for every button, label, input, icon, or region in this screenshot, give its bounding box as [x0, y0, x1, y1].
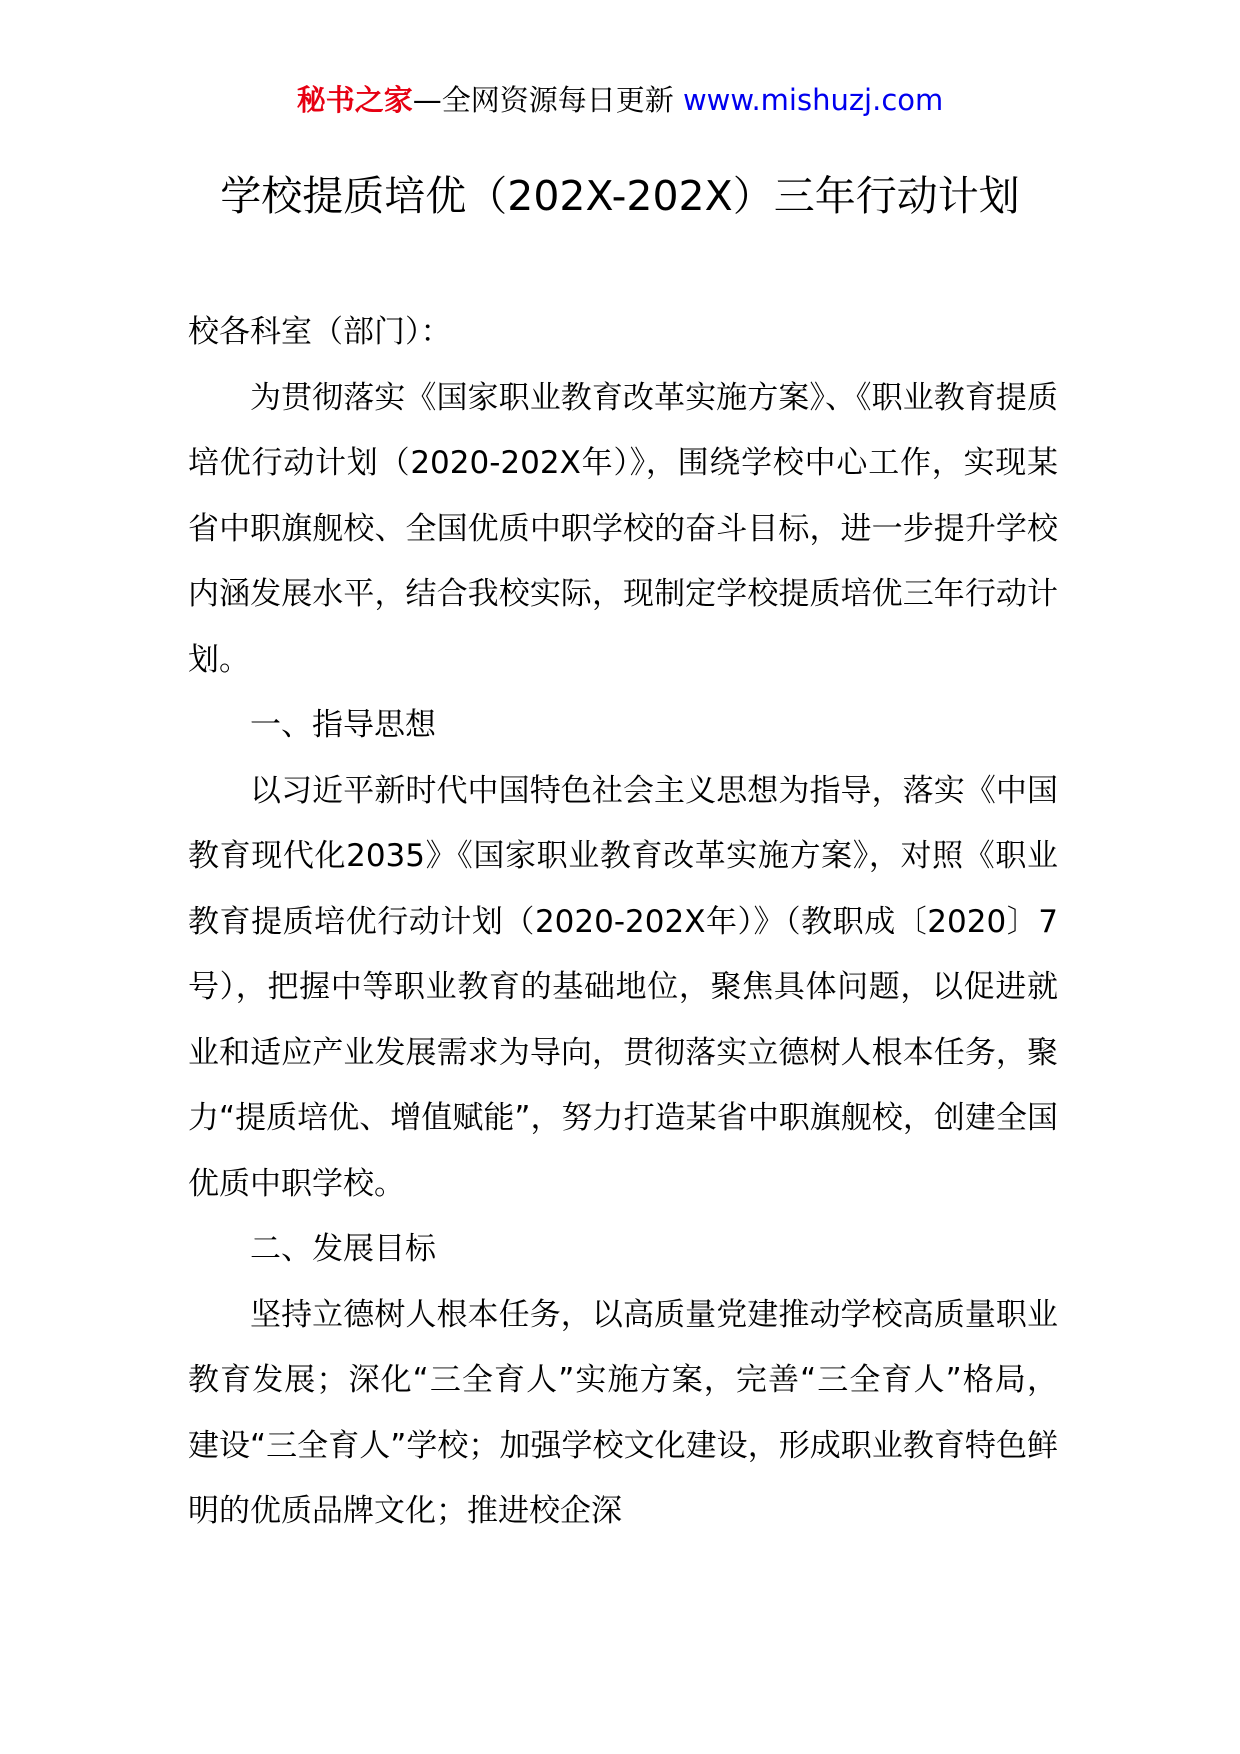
document-title: 学校提质培优（202X-202X）三年行动计划 — [220, 172, 1020, 220]
section-heading-development-goals: 二、发展目标 — [250, 1231, 436, 1267]
guiding-ideology-paragraph: 以习近平新时代中国特色社会主义思想为指导，落实《中国教育现代化2035》《国家职业教育改革实施方案》，对照《职业教育提质培优行动计划（2020-202X年）》（教职成〔2020〕7号），把握中等职业教育的基础地位，聚焦具体问题，以促进就业和适应产业发展需求为导向，贯彻落实立德树人根本任务，聚力“提质培优、增值赋能”，努力打造某省中职旗舰校，创建全国优质中职学校。 — [188, 772, 1058, 1202]
site-header — [0, 78, 1240, 122]
document-body — [188, 300, 1058, 1545]
salutation: 校各科室（部门）： — [188, 314, 452, 350]
brand-name: 秘书之家 — [296, 83, 413, 117]
section-heading-guiding-ideology: 一、指导思想 — [250, 707, 436, 743]
site-url-link[interactable]: www.mishuzj.com — [682, 83, 944, 117]
header-tagline: —全网资源每日更新 — [412, 83, 683, 117]
development-goals-paragraph: 坚持立德树人根本任务，以高质量党建推动学校高质量职业教育发展；深化“三全育人”实施方案，完善“三全育人”格局，建设“三全育人”学校；加强学校文化建设，形成职业教育特色鲜明的优质品牌文化；推进校企深 — [188, 1296, 1058, 1529]
intro-paragraph: 为贯彻落实《国家职业教育改革实施方案》、《职业教育提质培优行动计划（2020-202X年）》，围绕学校中心工作，实现某省中职旗舰校、全国优质中职学校的奋斗目标，进一步提升学校内涵发展水平，结合我校实际，现制定学校提质培优三年行动计划。 — [188, 379, 1058, 678]
